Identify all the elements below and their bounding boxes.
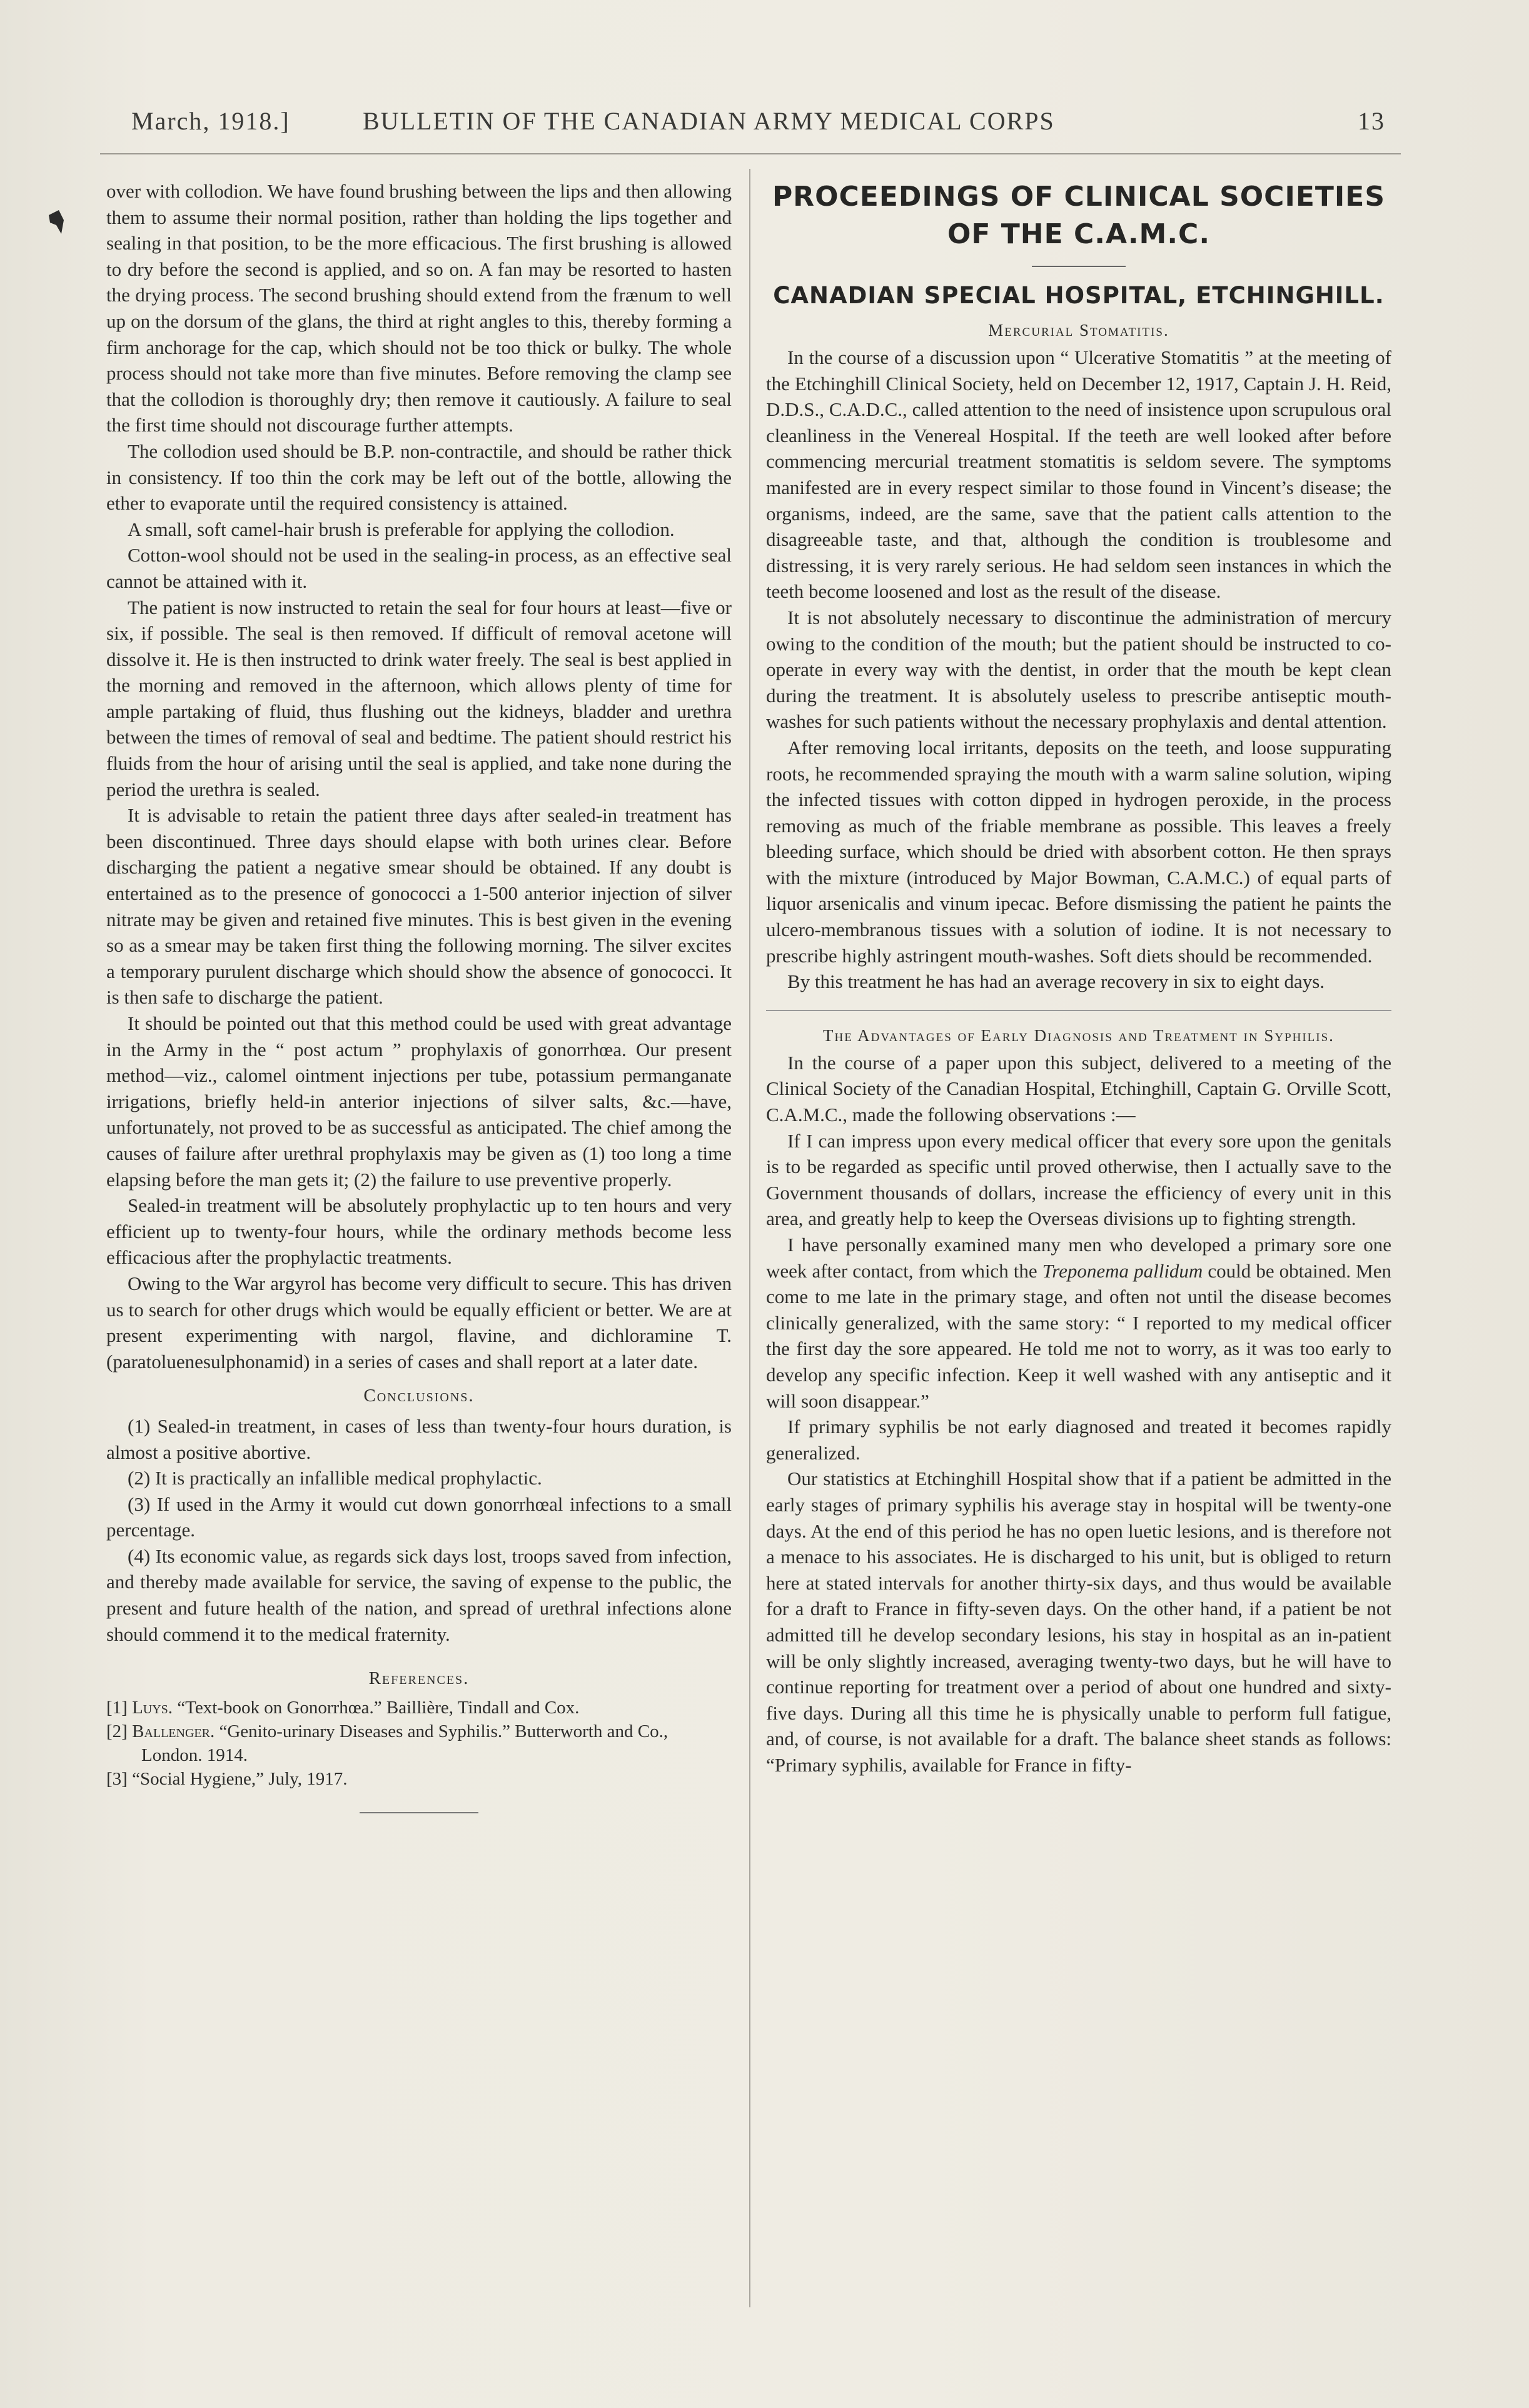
paragraph: It should be pointed out that this method could be used with great advantage in the Army in the “ post actum ” prophylaxis of gonorrhœa. Our present method—viz., calomel ointment injections per tube, potassium permanganate irrigations, briefly held-in anterior injections of silver salts, &c.—have, unfortunately, not proved to be as successful as anticipated. The chief among the causes of failure after urethral prophylaxis may be given as (1) too long a time elapsing before the man gets it; (2) the failure to use preventive properly. xyxy=(106,1012,732,1191)
hospital-title: CANADIAN SPECIAL HOSPITAL, ETCHINGHILL. xyxy=(773,282,1385,309)
paragraph: In the course of a discussion upon “ Ulcerative Stomatitis ” at the meeting of the Etchinghill Clinical Society, held on December 12, 1917, Captain J. H. Reid, D.D.S., C.A.D.C., called attention to the need of insistence upon scrupulous oral cleanliness in the Venereal Hospital. If the teeth are well looked after before commencing mercurial treatment stomatitis is seldom severe. The symptoms manifested are in every respect similar to those found in Vincent’s disease; the organisms, indeed, are the same, save that the patient calls attention to the disagreeable taste, and that, although the condition is troublesome and distressing, it is very rarely serious. He had seldom seen instances in which the teeth become loosened and lost as the result of the disease. xyxy=(766,346,1391,603)
reference-number: [3] xyxy=(106,1768,128,1789)
mercurial-stomatitis-heading: Mercurial Stomatitis. xyxy=(988,321,1169,340)
reference-text: “Text-book on Gonorrhœa.” Baillière, Tindall and Cox. xyxy=(177,1697,580,1718)
list-item: (2) It is practically an infallible medical prophylactic. xyxy=(128,1467,542,1489)
paragraph: Owing to the War argyrol has become very difficult to secure. This has driven us to search for other drugs which would be equally efficient or better. We are at present experimenting with nargol, flavine, and dichloramine T. (paratoluenesulphonamid) in a series of cases and shall report at a later date. xyxy=(106,1272,732,1373)
right-column xyxy=(766,178,1391,1778)
reference-number: [2] xyxy=(106,1721,128,1741)
title-rule xyxy=(1032,266,1126,267)
paragraph: It is advisable to retain the patient three days after sealed-in treatment has been discontinued. Three days should elapse with both urines clear. Before discharging the patient a negative smear should be obtained. If any doubt is entertained as to the presence of gonococci a 1-500 anterior injection of silver nitrate may be given and retained five minutes. This is best given in the evening so as a smear may be taken first thing the following morning. The silver excites a temporary purulent discharge which should show the absence of gonococci. It is then safe to discharge the patient. xyxy=(106,804,732,1009)
reference-text: “Social Hygiene,” July, 1917. xyxy=(132,1768,348,1789)
paragraph: In the course of a paper upon this subject, delivered to a meeting of the Clinical Society of the Canadian Hospital, Etchinghill, Captain G. Orville Scott, C.A.M.C., made the following observations :— xyxy=(766,1051,1391,1126)
reference-text: “Genito-urinary Diseases and Syphilis.” Butterworth and Co., London. 1914. xyxy=(141,1721,669,1765)
conclusions-heading: Conclusions. xyxy=(363,1386,475,1406)
reference-author: Ballenger. xyxy=(132,1721,215,1741)
column-divider xyxy=(749,169,750,2307)
paragraph-text: I have personally examined many men who developed a primary sore one week after contact, from which the xyxy=(766,1234,1391,1282)
paragraph: It is not absolutely necessary to discontinue the administration of mercury owing to the condition of the mouth; but the patient should be instructed to co-operate in every way with the dentist, in order that the mouth be kept clean during the treatment. It is absolutely useless to prescribe antiseptic mouth-washes for such patients without the necessary prophylaxis and dental attention. xyxy=(766,606,1391,733)
margin-mark-icon xyxy=(45,206,70,238)
header-date: March, 1918.] xyxy=(131,107,290,135)
list-item: (4) Its economic value, as regards sick days lost, troops saved from infection, and thereby made available for service, the saving of expense to the public, the present and future health of the nation, and spread of urethral infections alone should commend it to the medical fraternity. xyxy=(106,1544,732,1645)
paragraph: The patient is now instructed to retain the seal for four hours at least—five or six, if possible. The seal is then removed. If difficult of removal acetone will dissolve it. He is then instructed to drink water freely. The seal is best applied in the morning and removed in the afternoon, which allows plenty of time for ample partaking of fluid, thus flushing out the kidneys, bladder and urethra between the times of removal of seal and bedtime. The patient should restrict his fluids from the hour of arising until the seal is applied, and take none during the period the urethra is sealed. xyxy=(106,596,732,800)
reference-author: Luys. xyxy=(132,1697,173,1718)
paragraph: Cotton-wool should not be used in the sealing-in process, as an effective seal cannot be attained with it. xyxy=(106,544,732,592)
running-header xyxy=(131,106,1385,144)
reference-item xyxy=(106,1696,732,1720)
header-rule xyxy=(100,153,1401,154)
paragraph-text: could be obtained. Men come to me late in the primary stage, and often not until the disease becomes clinically generalized, with the same story: “ I reported to my medical officer the first day the sore appeared. He told me not to worry, as it was too early to develop any specific infection. Keep it well washed with any antiseptic and it will soon disappear.” xyxy=(766,1259,1392,1412)
left-column xyxy=(106,178,732,1813)
paragraph: The collodion used should be B.P. non-contractile, and should be rather thick in consistency. If too thin the cork may be left out of the bottle, allowing the ether to evaporate until the required consistency is attained. xyxy=(106,440,732,515)
early-diagnosis-heading: The Advantages of Early Diagnosis and Treatment in Syphilis. xyxy=(823,1025,1335,1045)
end-rule xyxy=(360,1812,478,1813)
paragraph: over with collodion. We have found brushing between the lips and then allowing them to assume their normal position, rather than holding the lips together and sealing in that position, to be the more efficacious. The first brushing is allowed to dry before the second is applied, and so on. A fan may be resorted to hasten the drying process. The second brushing should extend from the frænum to well up on the dorsum of the glans, the third at right angles to this, thereby forming a firm anchorage for the cap, which should not be too thick or bulky. The whole process should not take more than five minutes. Before removing the clamp see that the collodion is thoroughly dry; then remove it cautiously. A failure to seal the first time should not discourage further attempts. xyxy=(106,180,732,436)
page-number: 13 xyxy=(1358,107,1385,135)
paragraph: A small, soft camel-hair brush is preferable for applying the collodion. xyxy=(128,518,675,540)
paragraph: If primary syphilis be not early diagnosed and treated it becomes rapidly generalized. xyxy=(766,1416,1391,1464)
paragraph: By this treatment he has had an average recovery in six to eight days. xyxy=(787,970,1325,993)
reference-number: [1] xyxy=(106,1697,128,1718)
references-list xyxy=(106,1696,732,1791)
references-heading: References. xyxy=(368,1668,470,1689)
paragraph: After removing local irritants, deposits on the teeth, and loose suppurating roots, he recommended spraying the mouth with a warm saline solution, wiping the infected tissues with cotton dipped in hydrogen peroxide, in the process removing as much of the friable membrane as possible. This leaves a freely bleeding surface, which should be dried with absorbent cotton. He then sprays with the mixture (introduced by Major Bowman, C.A.M.C.) of equal parts of liquor arsenicalis and vinum ipecac. Before dismissing the patient he paints the ulcero-membranous tissues with a solution of iodine. It is not necessary to prescribe highly astringent mouth-washes. Soft diets should be recommended. xyxy=(766,736,1391,967)
paragraph: If I can impress upon every medical officer that every sore upon the genitals is to be regarded as specific until proved otherwise, then I actually save to the Government thousands of dollars, increase the efficiency of every unit in this area, and greatly help to keep the Overseas divisions up to fighting strength. xyxy=(766,1129,1391,1230)
header-journal-title: BULLETIN OF THE CANADIAN ARMY MEDICAL CORPS xyxy=(363,107,1055,135)
section-divider xyxy=(766,1010,1391,1011)
paragraph xyxy=(766,1232,1391,1414)
conclusions-list xyxy=(106,1413,732,1647)
list-item: (3) If used in the Army it would cut down gonorrhœal infections to a small percentage. xyxy=(106,1493,732,1541)
paragraph: Sealed-in treatment will be absolutely prophylactic up to ten hours and very efficient up to twenty-four hours, while the ordinary methods become less efficacious after the prophylactic treatments. xyxy=(106,1194,732,1269)
reference-item xyxy=(106,1767,732,1791)
reference-item xyxy=(106,1720,732,1767)
paragraph: Our statistics at Etchinghill Hospital show that if a patient be admitted in the early stages of primary syphilis his average stay in hospital will be twenty-one days. At the end of this period he has no open luetic lesions, and is therefore not a menace to his associates. He is discharged to his unit, but is obliged to return here at stated intervals for another thirty-six days, and thus would be available for a draft to France in fifty-seven days. On the other hand, if a patient be not admitted till he develop secondary lesions, his stay in hospital as an in-patient will be only slightly increased, averaging twenty-two days, but he will have to continue reporting for treatment over a period of about one hundred and sixty-five days. During all this time he is physically unable to perform full fatigue, and, of course, is not available for a draft. The balance sheet stands as follows: “Primary syphilis, available for France in fifty- xyxy=(766,1468,1391,1776)
italic-term: Treponema pallidum xyxy=(1042,1259,1203,1282)
section-title: PROCEEDINGS OF CLINICAL SOCIETIES OF THE C.A.M.C. xyxy=(772,181,1386,250)
list-item: (1) Sealed-in treatment, in cases of less than twenty-four hours duration, is almost a positive abortive. xyxy=(106,1414,732,1463)
